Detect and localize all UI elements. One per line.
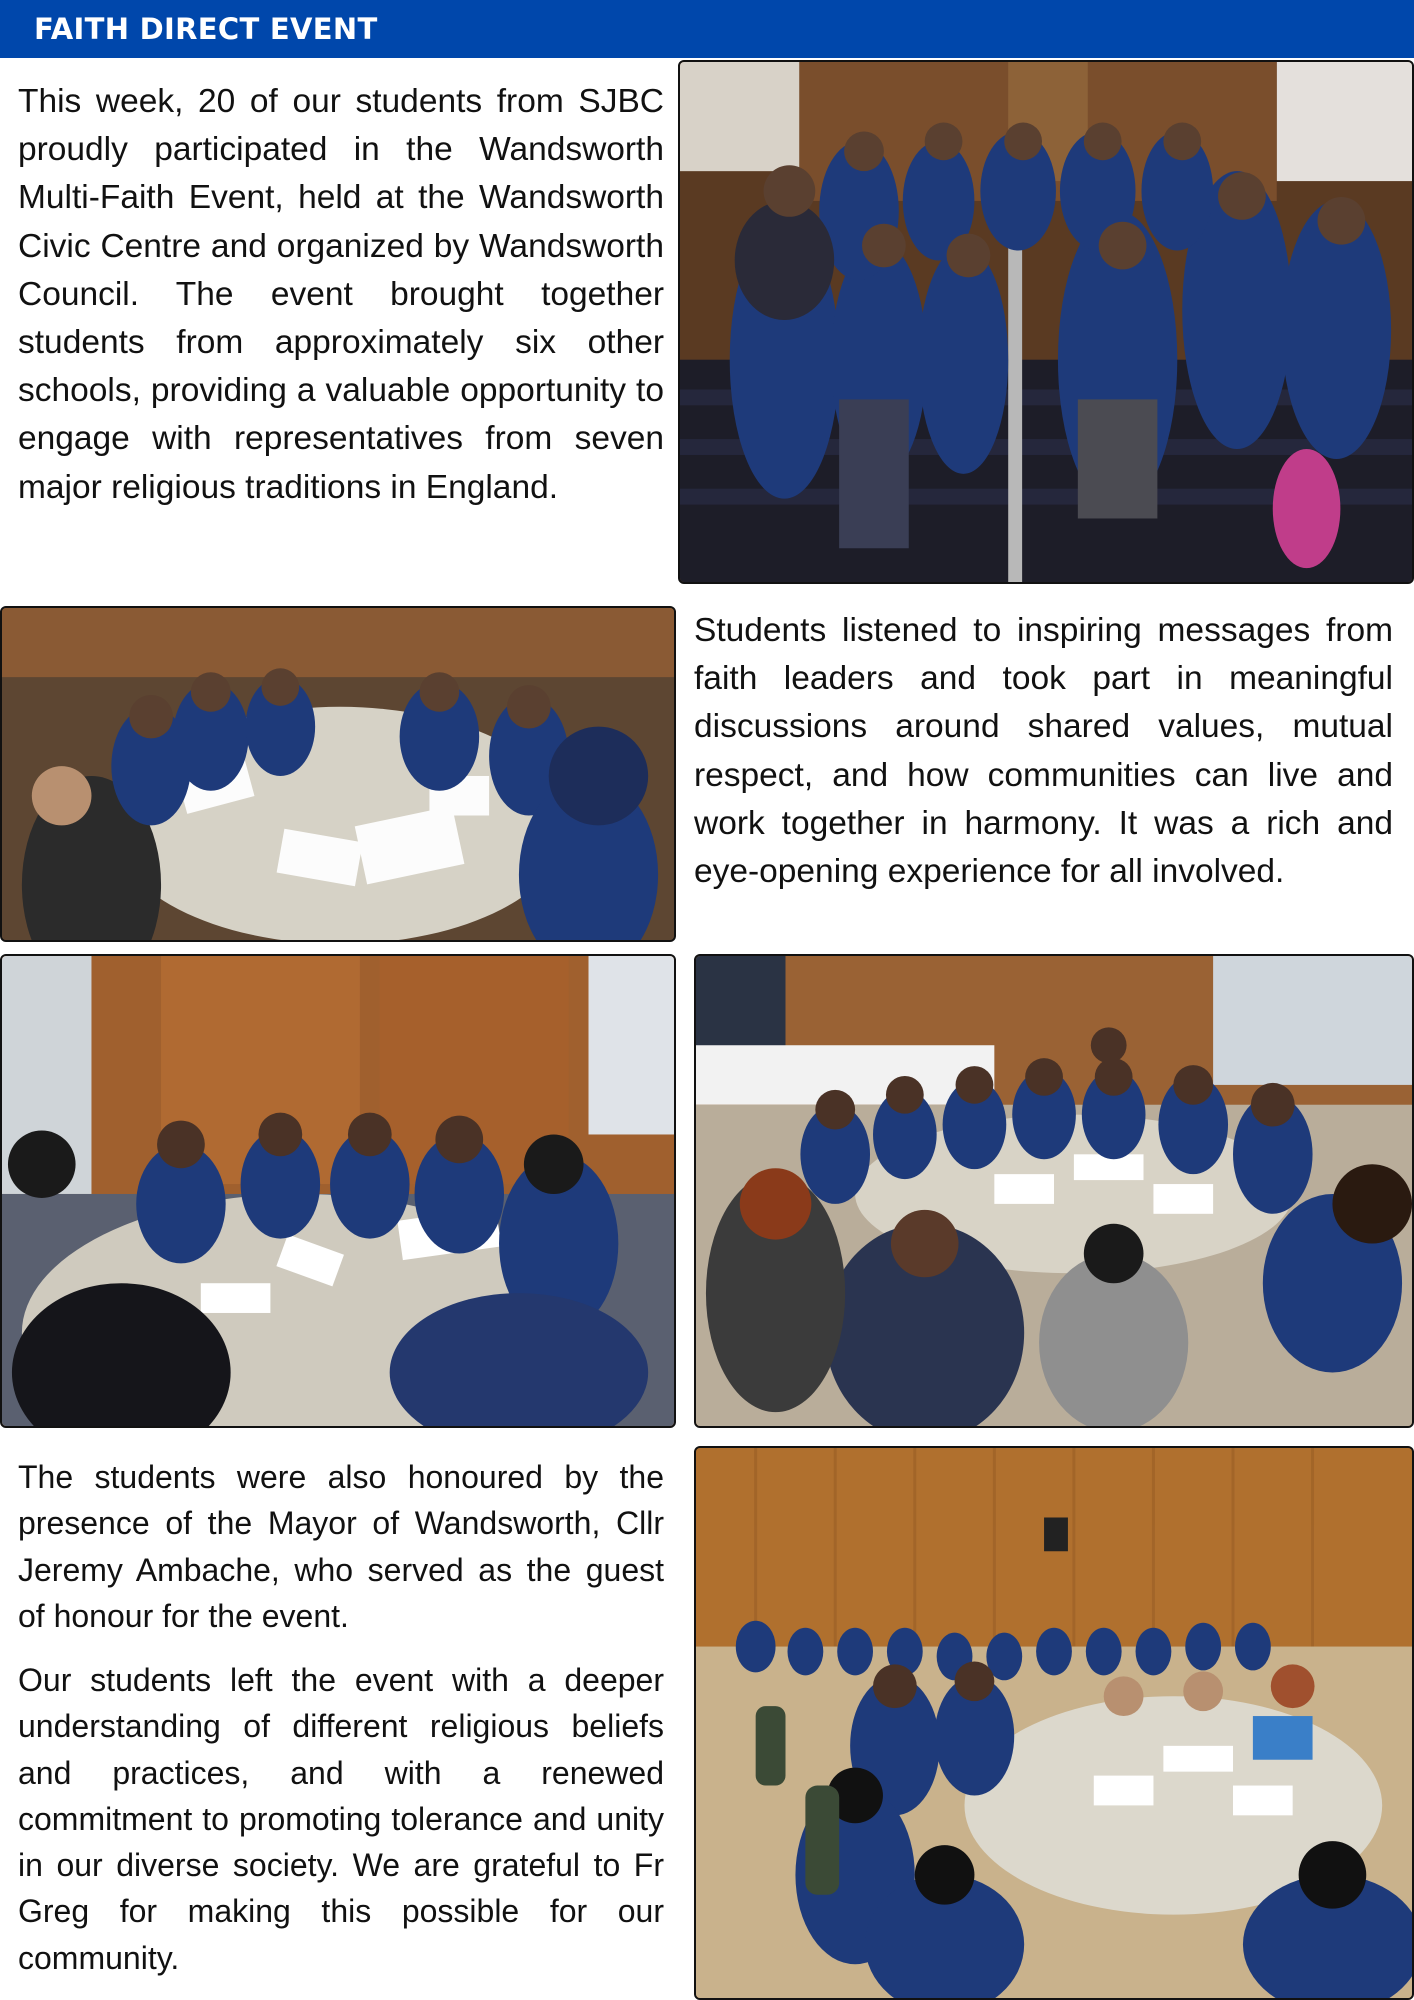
mayor-paragraph: [18, 1454, 664, 1639]
closing-text: Our students left the event with a deeper understanding of different religious beliefs and practices, and with a renewed commitment to promoting tolerance and unity in our diverse society. We are grateful to Fr Greg for making this possible for our community.: [18, 1662, 664, 1976]
listening-paragraph: [694, 607, 1393, 896]
photo-girls-at-table: [0, 954, 676, 1428]
header-bar: [0, 0, 1414, 58]
listening-text: Students listened to inspiring messages from faith leaders and took part in meaningful discussions around shared values, mutual respect, and how communities can live and work together in harmony. It was a rich and eye-opening experience for all involved.: [694, 612, 1393, 891]
mayor-text: The students were also honoured by the presence of the Mayor of Wandsworth, Cllr Jeremy Ambache, who served as the guest of honour for the event.: [18, 1459, 664, 1634]
photo-students-on-staircase: [678, 60, 1414, 584]
closing-paragraph: [18, 1657, 664, 1981]
photo-hall-table-with-faith-leader: [694, 954, 1414, 1428]
photo-students-round-table-discussion: [0, 606, 676, 942]
photo-civic-centre-hall-overview: [694, 1446, 1414, 2000]
intro-text: This week, 20 of our students from SJBC proudly participated in the Wandsworth Multi-Faith Event, held at the Wandsworth Civic Centre and organized by Wandsworth Council. The event brought together students from approximately six other schools, providing a valuable opportunity to engage with representatives from seven major religious traditions in England.: [18, 83, 664, 506]
page-title: FAITH DIRECT EVENT: [34, 12, 378, 46]
intro-paragraph: [18, 78, 664, 512]
